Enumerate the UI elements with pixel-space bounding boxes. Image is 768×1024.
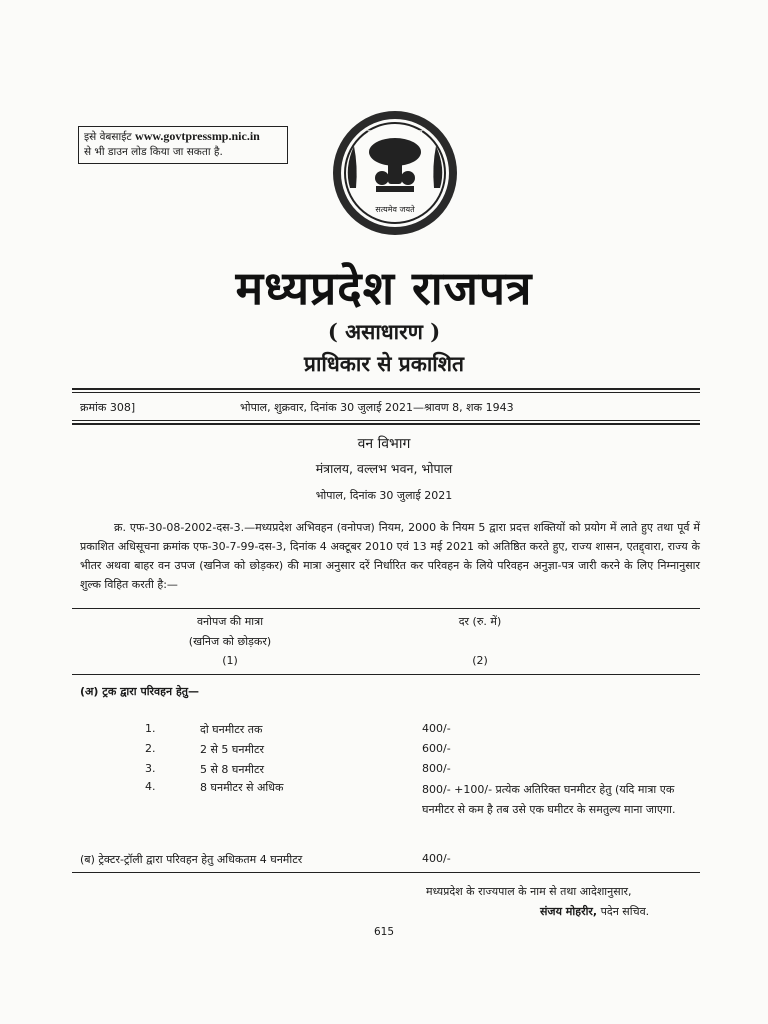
gazette-subtitle: ( असाधारण ) bbox=[327, 319, 441, 344]
table-row-qty: 2 से 5 घनमीटर bbox=[200, 743, 264, 756]
header-rule-top bbox=[72, 388, 700, 390]
issue-number: क्रमांक 308] bbox=[80, 401, 136, 414]
table-row-num: 2. bbox=[145, 742, 156, 755]
emblem-motto: सत्यमेव जयते bbox=[375, 205, 415, 214]
website-notice-line1: इसे वेबसाईट www.govtpressmp.nic.in bbox=[84, 129, 260, 143]
website-link[interactable]: www.govtpressmp.nic.in bbox=[135, 129, 260, 143]
header-rule-top-2 bbox=[72, 392, 700, 393]
table-row-rate: 600/- bbox=[422, 742, 451, 755]
table-row-rate: 800/- bbox=[422, 762, 451, 775]
table-row-qty: 5 से 8 घनमीटर bbox=[200, 763, 264, 776]
signatory-designation: पदेन सचिव. bbox=[597, 905, 650, 918]
col2-number: (2) bbox=[472, 654, 488, 667]
state-emblem-icon bbox=[330, 108, 460, 238]
issue-dateline: भोपाल, शुक्रवार, दिनांक 30 जुलाई 2021—श्रावण 8, शक 1943 bbox=[240, 401, 514, 414]
department-name: वन विभाग bbox=[357, 436, 411, 452]
table-row-rate: 800/- +100/- प्रत्येक अतिरिक्त घनमीटर हेतु (यदि मात्रा एक घनमीटर से कम है तब उसे एक घमीटर के समतुल्य माना जाएगा. bbox=[422, 783, 676, 816]
website-notice-line2: से भी डाउन लोड किया जा सकता है. bbox=[84, 146, 223, 158]
table-rule-top bbox=[72, 608, 700, 609]
gazette-title: मध्यप्रदेश राजपत्र bbox=[235, 261, 533, 315]
table-row-rate: 400/- bbox=[422, 722, 451, 735]
signatory-name: संजय मोहरीर, bbox=[540, 905, 598, 918]
order-authority-line: मध्यप्रदेश के राज्यपाल के नाम से तथा आदेशानुसार, bbox=[426, 885, 632, 898]
table-rule-bottom bbox=[72, 872, 700, 873]
section-a-heading: (अ) ट्रक द्वारा परिवहन हेतु— bbox=[80, 685, 200, 698]
notification-date: भोपाल, दिनांक 30 जुलाई 2021 bbox=[315, 489, 453, 502]
col1-header-line1: वनोपज की मात्रा bbox=[196, 615, 264, 628]
col1-number: (1) bbox=[222, 654, 238, 667]
signatory bbox=[540, 904, 649, 919]
gazette-authority-line: प्राधिकार से प्रकाशित bbox=[304, 351, 464, 376]
page-number: 615 bbox=[373, 926, 395, 938]
website-notice-box bbox=[78, 126, 288, 164]
table-row-num: 1. bbox=[145, 722, 156, 735]
col2-header: दर (रु. में) bbox=[458, 615, 502, 628]
notification-body: क्र. एफ-30-08-2002-दस-3.—मध्यप्रदेश अभिवहन (वनोपज) नियम, 2000 के नियम 5 द्वारा प्रदत्त शक्तियों को प्रयोग में लाते हुए तथा पूर्व में प्रकाशित अधिसूचना क्रमांक एफ-30-7-99-दस-3, दिनांक 4 अक्टूबर 2010 एवं 13 मई 2021 को अतिष्ठित करते हुए, राज्य शासन, एतद्द्वारा, राज्य के भीतर अथवा बाहर वन उपज (खनिज को छोड़कर) की मात्रा अनुसार दरें निर्धारित कर परिवहन के लिये परिवहन अनुज्ञा-पत्र जारी करने के लिए निम्नानुसार शुल्क विहित करती है:— bbox=[80, 521, 700, 591]
header-rule-bottom bbox=[72, 420, 700, 421]
col1-header-line2: (खनिज को छोड़कर) bbox=[188, 635, 272, 648]
section-b-heading: (ब) ट्रेक्टर-ट्रॉली द्वारा परिवहन हेतु अधिकतम 4 घनमीटर bbox=[80, 853, 303, 866]
ministry-address: मंत्रालय, वल्लभ भवन, भोपाल bbox=[315, 461, 453, 476]
emblem-top-text: मध्य प्रदेश शासन bbox=[367, 129, 423, 139]
table-rule-header bbox=[72, 674, 700, 675]
table-row-qty: 8 घनमीटर से अधिक bbox=[200, 781, 284, 794]
section-b-rate: 400/- bbox=[422, 852, 451, 865]
header-rule-bottom-2 bbox=[72, 423, 700, 425]
table-row-num: 3. bbox=[145, 762, 156, 775]
table-row-qty: दो घनमीटर तक bbox=[200, 723, 263, 736]
table-row-num: 4. bbox=[145, 780, 156, 793]
